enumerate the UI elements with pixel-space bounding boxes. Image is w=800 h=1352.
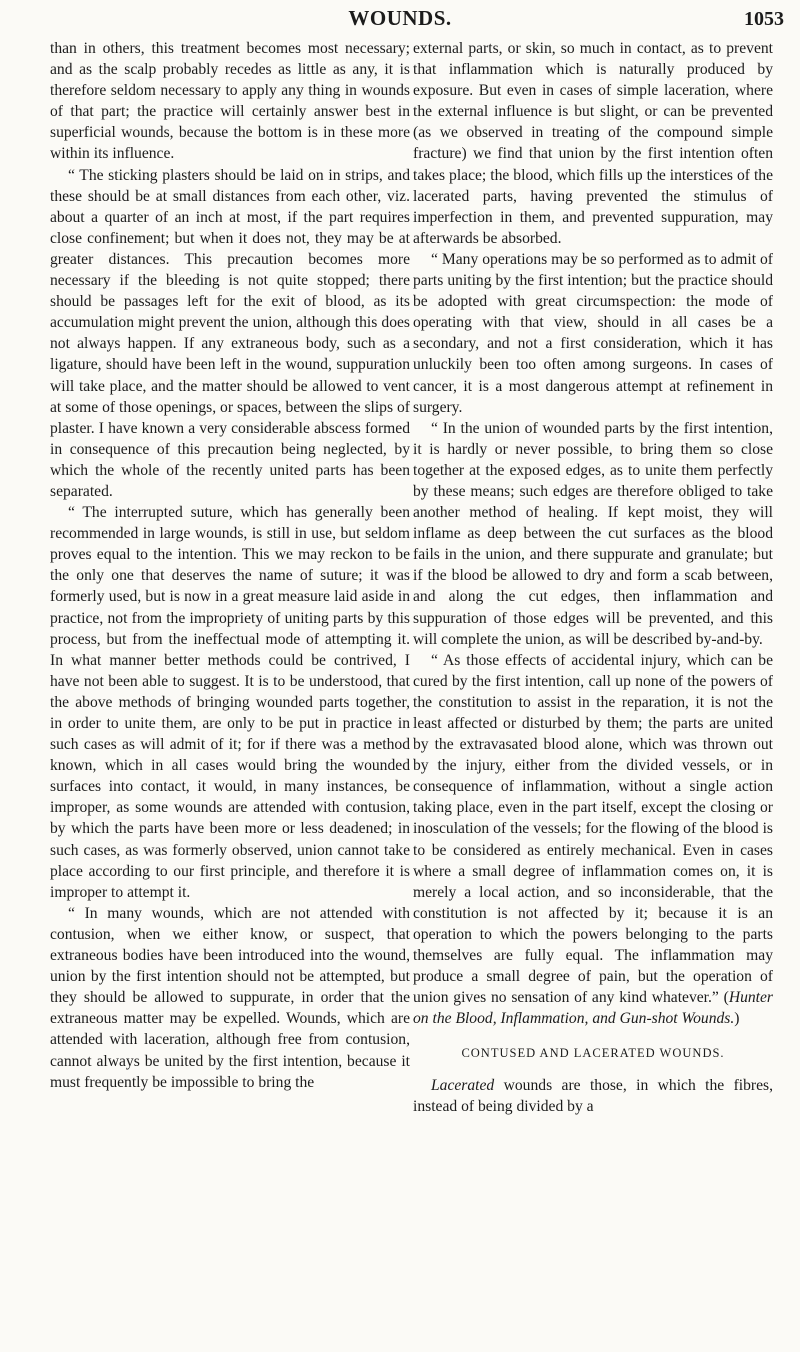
citation: Hunter on the Blood, Inflammation, and Gun-shot Wounds. [413, 989, 773, 1028]
page-number: 1053 [744, 8, 784, 30]
paragraph: than in others, this treatment becomes most necessary; and as the scalp probably recedes as little as any, it is therefore seldom necessary to apply any thing in wounds of that part; the practice will certainly answer best in superficial wounds, because the bottom is in these more within its influence. [50, 40, 410, 163]
section-heading: CONTUSED AND LACERATED WOUNDS. [461, 1046, 725, 1061]
paragraph: “ The sticking plasters should be laid on in strips, and these should be at small distances from each other, viz. about a quarter of an inch at most, if the part requires close confinement; but when it does not, they may be at greater distances. This precaution becomes more necessary if the bleeding is not quite stopped; there should be passages left for the exit of blood, as its accumulation might prevent the union, although this does not always happen. If any extraneous body, such as a ligature, should have been left in the wound, suppuration will take place, and the matter should be allowed to vent at some of those openings, or spaces, between the slips of plaster. I have known a very considerable abscess formed in consequence of this precaution being neglected, by which the whole of the recently united parts has been separated. [50, 166, 410, 500]
paragraph: “ Many operations may be so performed as to admit of parts uniting by the first intention; but the practice should be adopted with great circumspection: the mode of operating with that view, should in all cases be a secondary, and not a first consideration, which it has unluckily been too often among surgeons. In cases of cancer, it is a most dangerous attempt at refinement in surgery. [413, 250, 773, 416]
closing-paragraph [413, 1075, 773, 1117]
paragraph-with-citation [413, 650, 773, 1030]
paragraph: “ The interrupted suture, which has generally been recommended in large wounds, is still in use, but seldom proves equal to the intention. This we may reckon to be the only one that deserves the name of suture; it was formerly used, but is now in a great measure laid aside in practice, not from the impropriety of uniting parts by this process, but from the ineffectual mode of attempting it. In what manner better methods could be contrived, I have not been able to suggest. It is to be understood, that the above methods of bringing wounded parts together, in order to unite them, are only to be put in practice in such cases as will admit of it; for if there was a method known, which in all cases would bring the wounded surfaces into contact, it would, in many instances, be improper, as some wounds are attended with contusion, by which the parts have been more or less deadened; in such cases, as was formerly observed, union cannot take place according to our first principle, and therefore it is improper to attempt it. [50, 504, 410, 901]
paragraph-text: wounds are those, in which the fibres, instead of being divided by a [413, 1076, 773, 1115]
running-title: WOUNDS. [348, 6, 452, 30]
right-column [413, 38, 773, 1117]
citation-open: ( [723, 989, 729, 1007]
emphasized-term: Lacerated [431, 1076, 495, 1094]
left-column [50, 38, 410, 1093]
paragraph: “ In the union of wounded parts by the first intention, it is hardly or never possible, to bring them so close together at the exposed edges, as to unite them perfectly by these means; such edges are therefore obliged to take another method of healing. If kept moist, they will inflame as deep between the cut surfaces as the blood fails in the union, and there suppurate and granulate; but if the blood be allowed to dry and form a scab between, and along the cut edges, then inflammation and suppuration of those edges will be prevented, and this will complete the union, as will be described by-and-by. [413, 419, 773, 648]
paragraph-text: “ As those effects of accidental injury, which can be cured by the first intention, call up none of the powers of the constitution to assist in the reparation, it is not the least affected or disturbed by them; the parts are united by the extravasated blood alone, which was thrown out by the injury, either from the divided vessels, or in consequence of inflammation, without a single action taking place, even in the part itself, except the closing or inosculation of the vessels; for the flowing of the blood is to be considered as entirely mechanical. Even in cases where a small degree of inflammation comes on, it is merely a local action, and so inconsiderable, that the constitution is not affected by it; because it is an operation to which the powers belonging to the parts themselves are fully equal. The inflammation may produce a small degree of pain, but the operation of union gives no sensation of any kind whatever.” [413, 651, 773, 1007]
paragraph: external parts, or skin, so much in contact, as to prevent that inflammation which is naturally produced by exposure. But even in cases of simple laceration, where the external influence is but slight, or can be prevented (as we observed in treating of the compound simple fracture) we find that union by the first intention often takes place; the blood, which fills up the interstices of the lacerated parts, having prevented the stimulus of imperfection in them, and prevented suppuration, may afterwards be absorbed. [413, 40, 773, 247]
paragraph: “ In many wounds, which are not attended with contusion, when we either know, or suspect, that extraneous bodies have been introduced into the wound, union by the first intention should not be attempted, but they should be allowed to suppurate, in order that the extraneous matter may be expelled. Wounds, which are attended with laceration, although free from contusion, cannot always be united by the first intention, because it must frequently be impossible to bring the [50, 904, 410, 1091]
citation-close: ) [734, 1010, 740, 1028]
